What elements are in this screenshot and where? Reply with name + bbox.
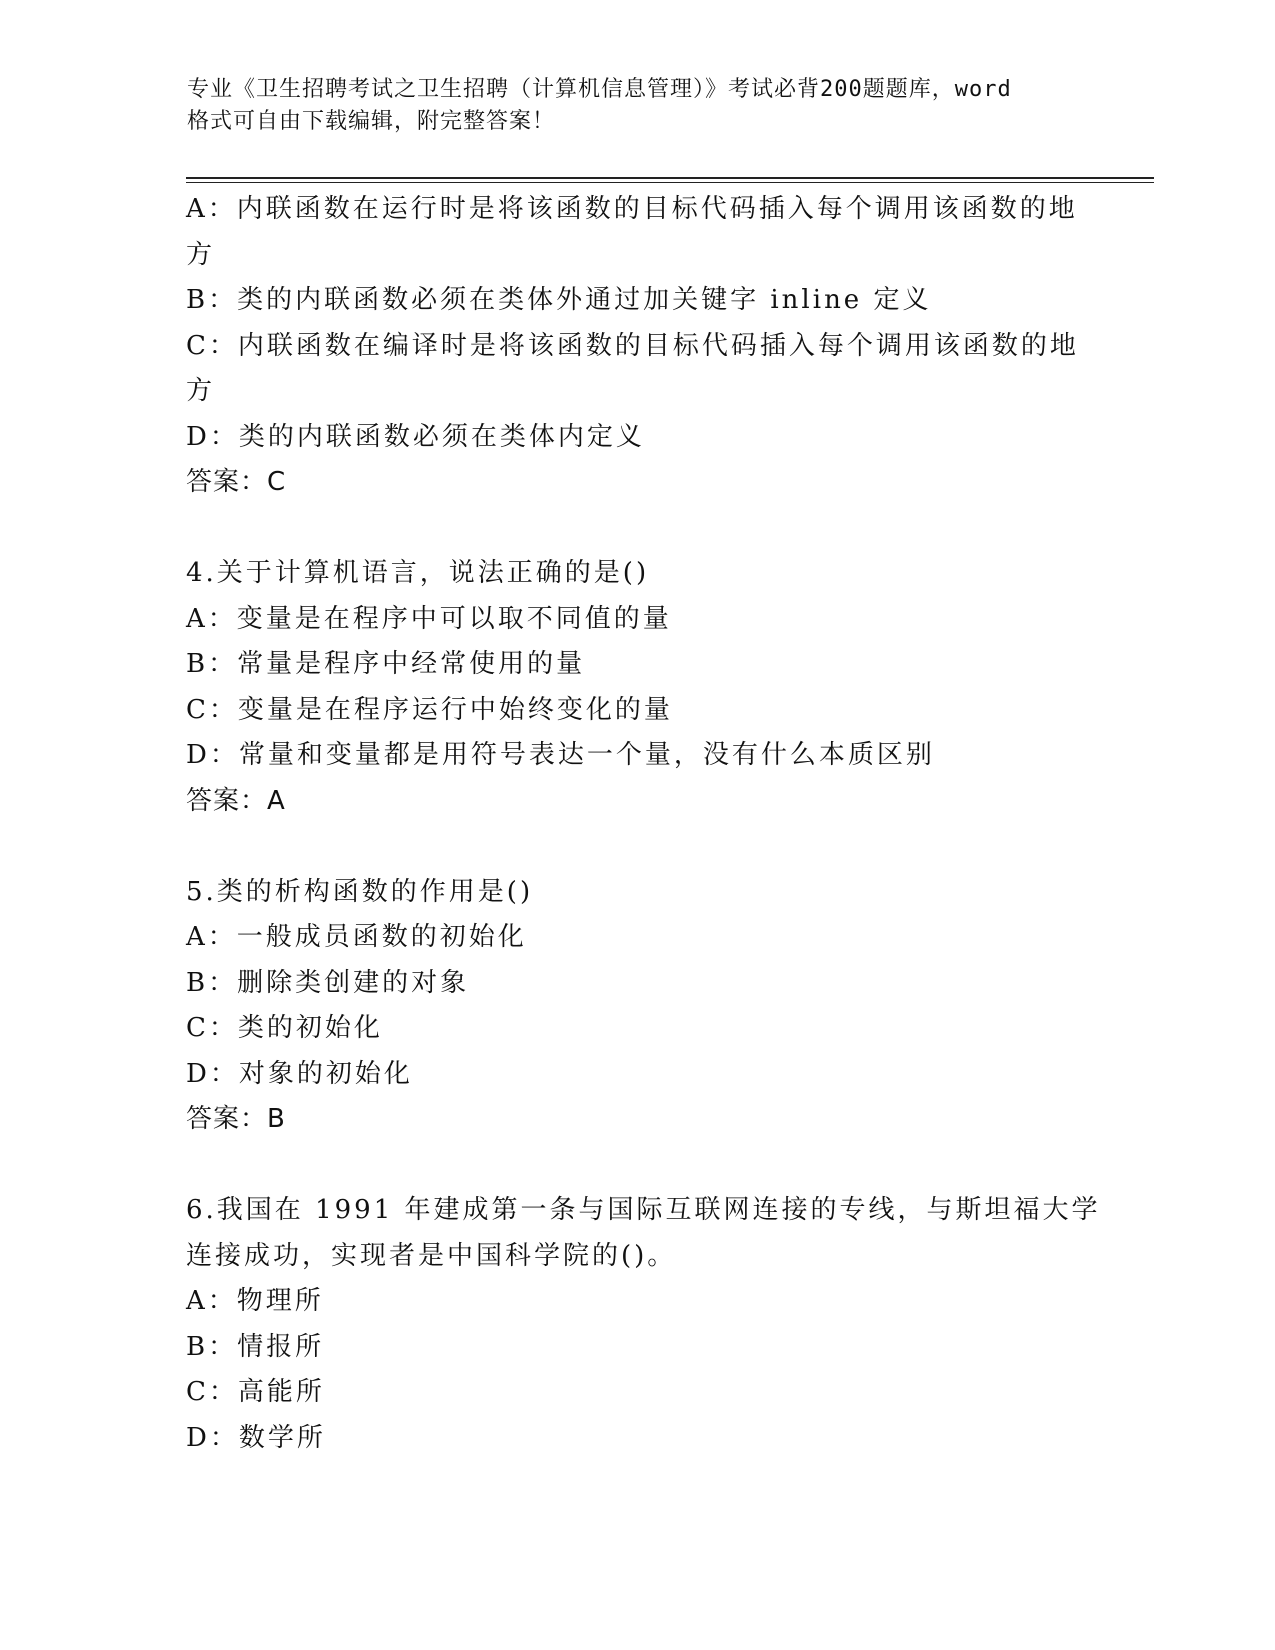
option-b: B：情报所 [186,1331,325,1362]
question-6 [186,1188,1101,1461]
spacer [186,1143,1086,1189]
header-divider [186,177,1154,183]
option-d: D：类的内联函数必须在类体内定义 [186,421,645,452]
question-stem-line1: 6.我国在 1991 年建成第一条与国际互联网连接的专线，与斯坦福大学 [186,1195,1101,1225]
question-stem: 5.类的析构函数的作用是() [186,876,534,907]
option-c: C：变量是在程序运行中始终变化的量 [186,694,673,725]
spacer [186,824,1086,870]
question-list [186,187,1101,1461]
option-a: A：变量是在程序中可以取不同值的量 [186,603,672,634]
answer: 答案：A [186,785,286,816]
option-d: D：常量和变量都是用符号表达一个量，没有什么本质区别 [186,740,935,770]
question-3 [186,187,1086,506]
option-b: B：常量是程序中经常使用的量 [186,649,586,679]
answer: 答案：B [186,1104,286,1134]
option-a: A：物理所 [186,1286,324,1316]
document-header [187,74,1087,138]
option-c: C：高能所 [186,1377,325,1407]
header-title-line2: 格式可自由下载编辑，附完整答案！ [187,109,556,134]
option-b: B：类的内联函数必须在类体外通过加关键字 inline 定义 [186,285,932,315]
option-a-line2: 方 [186,239,216,270]
question-stem: 4.关于计算机语言，说法正确的是() [186,558,650,588]
option-d: D：数学所 [186,1422,326,1453]
option-b: B：删除类创建的对象 [186,967,470,998]
option-a: A：一般成员函数的初始化 [186,922,527,952]
option-c: C：类的初始化 [186,1013,383,1043]
spacer [186,506,1086,552]
question-4 [186,551,1086,824]
option-c-line1: C：内联函数在编译时是将该函数的目标代码插入每个调用该函数的地 [186,330,1079,361]
option-c-line2: 方 [186,376,216,406]
option-a-line1: A：内联函数在运行时是将该函数的目标代码插入每个调用该函数的地 [186,194,1078,224]
answer: 答案：C [186,467,287,497]
header-title-line1: 专业《卫生招聘考试之卫生招聘（计算机信息管理）》考试必背200题题库，word [187,77,1012,102]
question-5 [186,870,1086,1143]
question-stem-line2: 连接成功，实现者是中国科学院的()。 [186,1240,677,1271]
option-d: D：对象的初始化 [186,1058,413,1089]
